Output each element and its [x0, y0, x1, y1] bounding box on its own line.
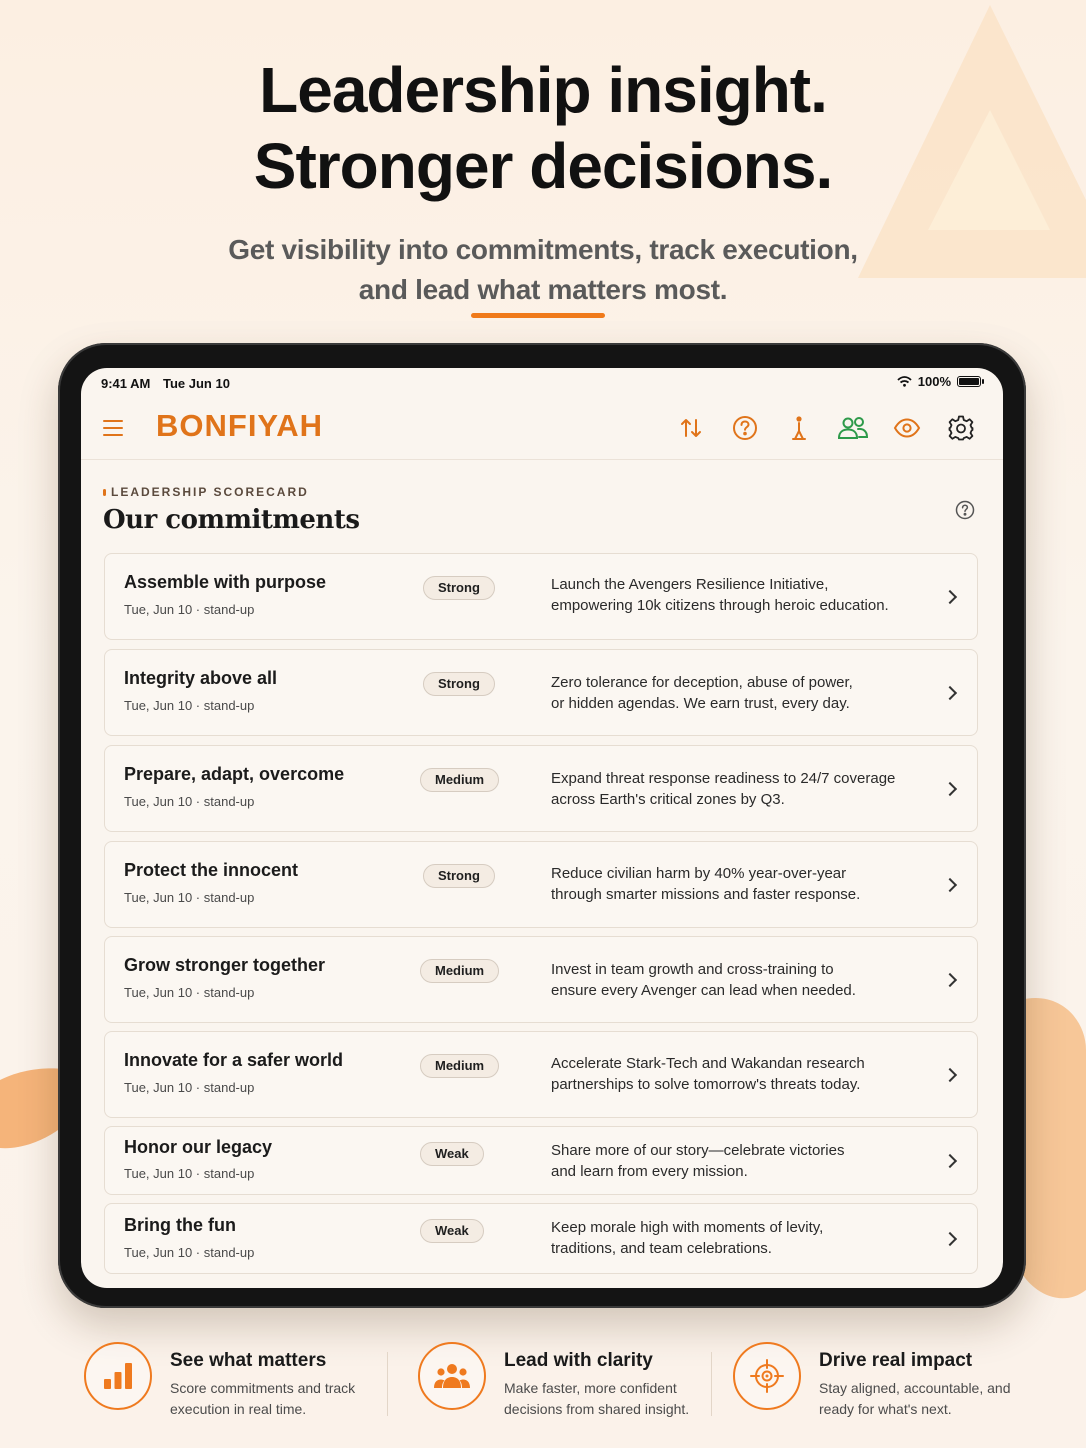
app-bar — [81, 398, 1003, 460]
commitment-meta: Tue, Jun 10 · stand-up — [124, 1080, 255, 1095]
tablet-frame — [58, 343, 1026, 1308]
commitment-title: Innovate for a safer world — [124, 1050, 344, 1070]
person-icon[interactable] — [783, 412, 815, 444]
feature-lead-with-clarity — [418, 1342, 708, 1418]
people-icon — [418, 1342, 486, 1410]
rating-badge: Weak — [420, 1219, 484, 1243]
feature-divider — [711, 1352, 712, 1416]
commitment-meta: Tue, Jun 10 · stand-up — [124, 698, 255, 713]
hero-subtitle — [0, 230, 1086, 310]
feature-description: Score commitments and track execution in real time. — [170, 1380, 356, 1417]
page-title: Our commitments — [103, 505, 360, 535]
feature-title: Drive real impact — [819, 1350, 973, 1371]
commitment-meta: Tue, Jun 10 · stand-up — [124, 602, 255, 617]
rating-badge: Strong — [423, 672, 495, 696]
hero-subtitle-line-2: and lead what matters most. — [358, 274, 728, 305]
chevron-right-icon — [943, 782, 957, 796]
feature-drive-real-impact — [733, 1342, 1033, 1418]
commitment-description: Reduce civilian harm by 40% year-over-year through smarter missions and faster response. — [551, 865, 861, 903]
gear-icon[interactable] — [945, 412, 977, 444]
chevron-right-icon — [943, 686, 957, 700]
status-date: Tue Jun 10 — [163, 376, 230, 391]
commitment-title: Grow stronger together — [124, 955, 326, 975]
rating-badge: Medium — [420, 1054, 499, 1078]
section-help-icon[interactable] — [955, 500, 975, 525]
feature-title: Lead with clarity — [504, 1350, 653, 1371]
wifi-icon — [897, 376, 912, 387]
commitment-meta: Tue, Jun 10 · stand-up — [124, 890, 255, 905]
commitment-title: Prepare, adapt, overcome — [124, 764, 345, 784]
target-icon — [733, 1342, 801, 1410]
commitment-meta: Tue, Jun 10 · stand-up — [124, 985, 255, 1000]
commitment-title: Integrity above all — [124, 668, 278, 688]
feature-title: See what matters — [170, 1350, 327, 1371]
rating-badge: Strong — [423, 576, 495, 600]
commitment-description: Accelerate Stark-Tech and Wakandan research partnerships to solve tomorrow's threats today. — [551, 1055, 865, 1093]
commitment-description: Zero tolerance for deception, abuse of power, or hidden agendas. We earn trust, every day. — [551, 674, 853, 712]
background-wave-right — [1020, 990, 1086, 1310]
status-bar — [81, 368, 1003, 398]
help-icon[interactable] — [729, 412, 761, 444]
menu-icon[interactable] — [103, 420, 123, 436]
feature-divider — [387, 1352, 388, 1416]
chevron-right-icon — [943, 1154, 957, 1168]
team-icon[interactable] — [837, 412, 869, 444]
toolbar — [675, 412, 977, 444]
hero-title-line-2: Stronger decisions. — [253, 130, 833, 202]
commitment-row[interactable] — [104, 745, 978, 832]
commitment-description: Keep morale high with moments of levity, traditions, and team celebrations. — [551, 1219, 824, 1257]
commitment-description: Invest in team growth and cross-training to ensure every Avenger can lead when needed. — [551, 961, 856, 999]
commitment-description: Launch the Avengers Resilience Initiative, empowering 10k citizens through heroic education. — [551, 576, 889, 614]
section-label: LEADERSHIP SCORECARD — [103, 485, 309, 499]
hero — [0, 52, 1086, 310]
chevron-right-icon — [943, 1068, 957, 1082]
hero-title — [0, 52, 1086, 204]
battery-percent: 100% — [917, 374, 951, 389]
commitment-row[interactable] — [104, 1126, 978, 1195]
commitment-row[interactable] — [104, 1031, 978, 1118]
feature-description: Stay aligned, accountable, and ready for what's next. — [819, 1380, 1011, 1417]
feature-see-what-matters — [84, 1342, 374, 1418]
commitment-title: Bring the fun — [124, 1215, 236, 1235]
chevron-right-icon — [943, 1232, 957, 1246]
chevron-right-icon — [943, 973, 957, 987]
commitment-description: Share more of our story—celebrate victories and learn from every mission. — [551, 1142, 845, 1180]
chevron-right-icon — [943, 878, 957, 892]
feature-description: Make faster, more confident decisions from shared insight. — [504, 1380, 690, 1417]
chevron-right-icon — [943, 590, 957, 604]
status-right — [897, 374, 981, 389]
hero-subtitle-line-1: Get visibility into commitments, track execution, — [228, 234, 858, 265]
feature-strip — [0, 1342, 1086, 1422]
sort-icon[interactable] — [675, 412, 707, 444]
commitment-row[interactable] — [104, 936, 978, 1023]
commitment-row[interactable] — [104, 841, 978, 928]
bar-chart-icon — [84, 1342, 152, 1410]
battery-icon — [957, 376, 981, 387]
rating-badge: Medium — [420, 959, 499, 983]
hero-title-line-1: Leadership insight. — [259, 54, 827, 126]
commitment-title: Protect the innocent — [124, 860, 299, 880]
commitment-description: Expand threat response readiness to 24/7 coverage across Earth's critical zones by Q3. — [551, 770, 896, 808]
hero-underline — [471, 313, 605, 318]
commitment-meta: Tue, Jun 10 · stand-up — [124, 1166, 255, 1181]
commitment-title: Assemble with purpose — [124, 572, 327, 592]
commitment-row[interactable] — [104, 1203, 978, 1274]
app-logo[interactable]: BONFIYAH — [156, 408, 324, 443]
rating-badge: Weak — [420, 1142, 484, 1166]
eye-icon[interactable] — [891, 412, 923, 444]
rating-badge: Strong — [423, 864, 495, 888]
commitment-row[interactable] — [104, 553, 978, 640]
rating-badge: Medium — [420, 768, 499, 792]
tablet-screen — [81, 368, 1003, 1288]
commitment-meta: Tue, Jun 10 · stand-up — [124, 1245, 255, 1260]
commitment-title: Honor our legacy — [124, 1137, 273, 1157]
commitment-row[interactable] — [104, 649, 978, 736]
commitment-meta: Tue, Jun 10 · stand-up — [124, 794, 255, 809]
status-time: 9:41 AM — [101, 376, 151, 391]
